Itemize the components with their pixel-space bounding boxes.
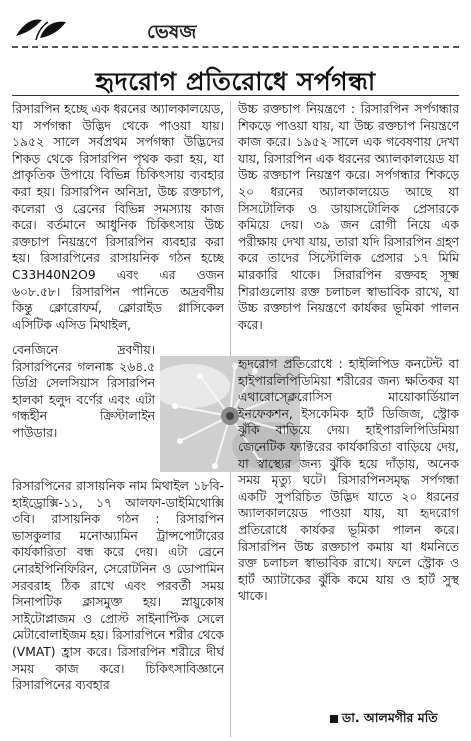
section-label: ভেষজ	[147, 21, 197, 43]
right-column-bottom	[238, 356, 459, 706]
leaf-logo-icon	[12, 14, 70, 44]
left-column-top	[12, 101, 224, 339]
author-byline	[330, 710, 438, 730]
section-header	[12, 8, 460, 48]
headline-rule	[12, 95, 459, 96]
paragraph: হৃদরোগ প্রতিরোধে : হাইলিপিড কনটেন্ট বা হাইপারলিপিডিমিয়া শরীরের জন্য ক্ষতিকর যা এথারোস্ক্লেরোসিস মায়োকার্ডিয়াল ইনফেকশন, ইসকেমিক হার্ট ডিজিজ, স্ট্রোক ঝুঁকি বাড়িয়ে দেয়। হাইপারলিপিডিমিয়া জেনেটিক ফ্যাক্টরের কার্যকারিতা বাড়িয়ে দেয়, যা স্বাস্থ্যের জন্য ঝুঁকি হয়ে দাঁড়ায়, অনেক সময় মৃত্যু ঘটে। রিসারপিনসমৃদ্ধ সর্পগন্ধা একটি সুপরিচিত উদ্ভিদ যাতে ২০ ধরনের অ্যালকালয়েড পাওয়া যায়, যা হৃদরোগ প্রতিরোধে কার্যকর ভূমিকা পালন করে। রিসারপিন উচ্চ রক্তচাপ কমায় যা ধমনিতে রক্ত চলাচল স্বাভাবিক রাখে। ফলে স্ট্রোক ও হার্ট অ্যাটাকের ঝুঁকি কমে যায় ও হার্ট সুস্থ থাকে।	[238, 357, 459, 604]
paragraph: বেনজিনে দ্রবণীয়। রিসারপিনের গলনাঙ্ক ২৬৪.৫ ডিগ্রি সেলসিয়াস রিসারপিন হালকা হলুদ বর্ণের এবং এটা গন্ধহীন ক্রিস্টালাইন পাউডার।	[12, 343, 155, 440]
paragraph: উচ্চ রক্তচাপ নিয়ন্ত্রণে : রিসারপিন সর্পগন্ধার শিকড়ে পাওয়া যায়, যা উচ্চ রক্তচাপ নিয়ন্ত্রণে কাজ করে। ১৯৫২ সালে এক গবেষণায় দেখা যায়, রিসারপিন এক ধরনের অ্যালকালয়েড যা উচ্চ রক্তচাপ নিয়ন্ত্রণ করে। সর্পগন্ধার শিকড়ে ২০ ধরনের অ্যালকালয়েড আছে যা সিসটোলিক ও ডায়াসটোলিক প্রেসারকে কমিয়ে দেয়। ৩৯ জন রোগী নিয়ে এক পরীক্ষায় দেখা যায়, তারা যদি রিসারপিন গ্রহণ করে তাদের সিস্টোলিক প্রেসার ১৭ মিমি মারকারি থাকে। সিরারপিন রক্তবহ সূক্ষ্ম শিরাগুলোয় রক্ত চলাচল স্বাভাবিক রাখে, যা উচ্চ রক্তচাপ নিয়ন্ত্রণে কার্যকর ভূমিকা পালন করে।	[238, 102, 459, 332]
left-column-bottom	[12, 478, 224, 737]
paragraph: রিসারপিনের রাসায়নিক নাম মিথাইল ১৮বি-হাইড্রোক্সি-১১, ১৭ আলফা-ডাইমিথোক্সি ৩বি। রাসায়নিক গঠন : রিসারপিন ভাসকুলার মনোঅ্যামিন ট্রান্সপোর্টারের কার্যকারিতা বন্ধ করে দেয়। এটা ব্রেনে নোরইপিনিফিরিন, সেরোটনিন ও ডোপামিন সরবরাহ ঠিক রাখে এবং পরবর্তী সময় সিনাপটিক ক্লাসমুক্ত হয়। স্নায়ুকোষ সাইটোপ্লাজম ও প্রোস্ট সাইনাপ্টিক সেলে মেটাবোলাইজম হয়। রিসারপিনে শরীর থেকে (VMAT) হ্রাস করে। রিসারপিন শরীরে দীর্ঘ সময় কাজ করে। চিকিৎসাবিজ্ঞানে রিসারপিনের ব্যবহার	[12, 479, 224, 693]
paragraph: রিসারপিন হচ্ছে এক ধরনের অ্যালকালয়েড, যা সর্পগন্ধা উদ্ভিদ থেকে পাওয়া যায়। ১৯৫২ সালে সর্বপ্রথম সর্পগন্ধা উদ্ভিদের শিকড় থেকে রিসারপিন পৃথক করা হয়, যা প্রাকৃতিক উপায়ে বিভিন্ন চিকিৎসায় ব্যবহার করা হয়। রিসারপিন অনিদ্রা, উচ্চ রক্তচাপ, কলেরা ও ব্রেনের বিভিন্ন সমস্যায় কাজ করে। বর্তমানে আধুনিক চিকিৎসায় উচ্চ রক্তচাপ নিয়ন্ত্রণে রিসারপিন ব্যবহার করা হয়। রিসারপিনের রাসায়নিক গঠন হচ্ছে C33H40N2O9 এবং এর ওজন ৬০৮.৫৮। রিসারপিন পানিতে অদ্রবণীয় কিন্তু ক্লোরোফর্ম, ক্লোরাইড গ্লাসিকেল এসিটিক এসিড মিথাইল,	[12, 102, 224, 332]
header-divider	[12, 46, 459, 48]
author-name: ডা. আলমগীর মতি	[342, 710, 438, 725]
article-headline: হৃদরোগ প্রতিরোধে সর্পগন্ধা	[95, 67, 376, 96]
square-bullet-icon	[330, 715, 338, 723]
right-column-top	[238, 101, 459, 353]
left-column-wrap	[12, 342, 155, 477]
